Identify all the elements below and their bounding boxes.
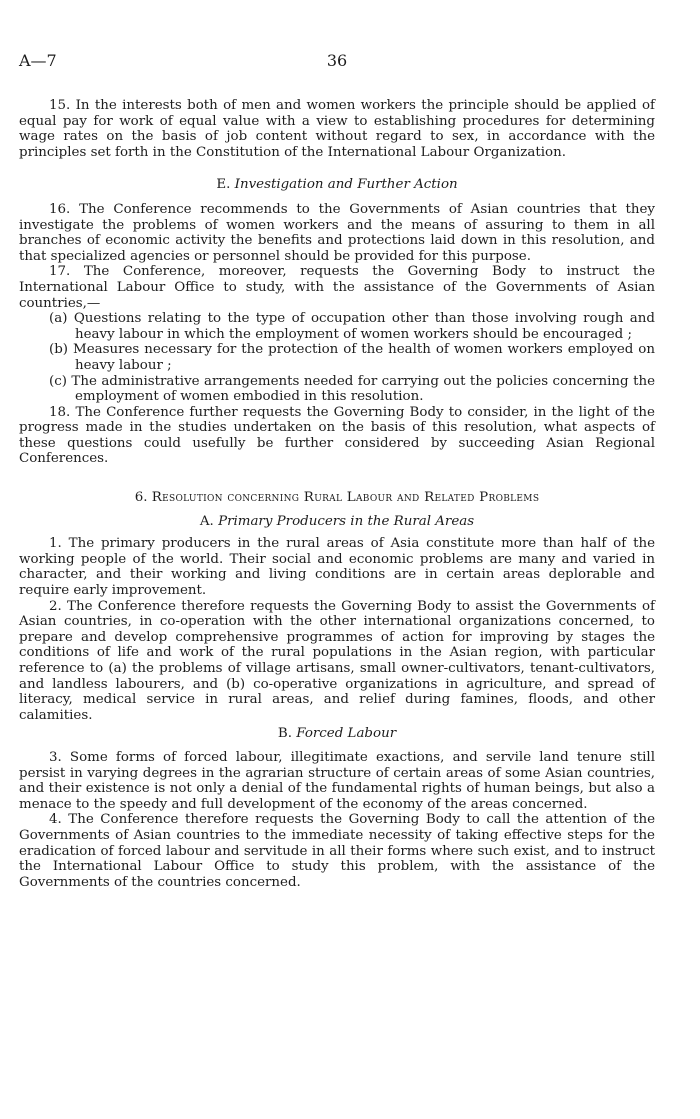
section-b-letter: B. <box>277 726 293 742</box>
section-b-title: Forced Labour <box>296 726 397 742</box>
document-page <box>19 0 655 890</box>
paragraph-a1: 1. The primary producers in the rural areas of Asia constitute more than half of the working people of the world. Their social and economic problems are many and varied in character, and their working and living conditions are in certain areas deplorable and require early improvement. <box>19 536 655 599</box>
section-heading-a <box>19 514 655 530</box>
page-header <box>19 0 655 70</box>
list-item-label: (b) <box>49 342 69 358</box>
list-item-text: Measures necessary for the protection of the health of women workers employed on heavy labour ; <box>72 342 655 373</box>
resolution-number: 6. <box>134 490 148 506</box>
paragraph-17: 17. The Conference, moreover, requests the Governing Body to instruct the International Labour Office to study, with the assistance of the Governments of Asian countries,— <box>19 264 655 311</box>
section-e-title: Investigation and Further Action <box>234 177 458 193</box>
list-item-label: (a) <box>49 311 68 327</box>
document-reference: A—7 <box>19 51 57 70</box>
paragraph-15: 15. In the interests both of men and women workers the principle should be applied of equal pay for work of equal value with a view to establishing procedures for determining wage rates on the basis of job content without regard to sex, in accordance with the principles set forth in the Constitution of the International Labour Organization. <box>19 98 655 160</box>
section-heading-b <box>19 726 655 742</box>
page-number: 36 <box>326 51 348 70</box>
paragraph-18: 18. The Conference further requests the Governing Body to consider, in the light of the progress made in the studies undertaken on the basis of this resolution, what aspects of these questions could usefully be further considered by succeeding Asian Regional Conferences. <box>19 404 655 467</box>
paragraph-16: 16. The Conference recommends to the Governments of Asian countries that they investigate the problems of women workers and the means of assuring to them in all branches of economic activity the benefits and protections laid down in this resolution, and that specialized agencies or personnel should be provided for this purpose. <box>19 201 655 264</box>
list-item-text: The administrative arrangements needed for carrying out the policies concerning the employment of women embodied in this resolution. <box>71 373 655 405</box>
list-item-text: Questions relating to the type of occupation other than those involving rough and heavy labour in which the employment of women workers should be encouraged ; <box>73 311 655 342</box>
paragraph-a2: 2. The Conference therefore requests the Governing Body to assist the Governments of Asian countries, in co-operation with the other international organizations concerned, to prepare and develop comprehensive programmes of action for improving by stages the conditions of life and work of the rural populations in the Asian region, with particular reference to (a) the problems of village artisans, small owner-cultivators, tenant-cultivators, and landless labourers, and (b) co-operative organizations in agriculture, and spread of literacy, medical service in rural areas, and relief during famines, floods, and other calamities. <box>19 598 655 723</box>
paragraph-b3: 3. Some forms of forced labour, illegitimate exactions, and servile land tenure still persist in varying degrees in the agrarian structure of certain areas of some Asian countries, and their existence is not only a denial of the fundamental rights of human beings, but also a menace to the speedy and full development of the economy of the areas concerned. <box>19 749 655 812</box>
section-e-letter: E. <box>216 177 231 193</box>
list-item <box>19 311 655 342</box>
section-heading-e <box>19 177 655 193</box>
section-a-title: Primary Producers in the Rural Areas <box>218 513 475 529</box>
list-item-label: (c) <box>49 373 67 389</box>
resolution-heading <box>19 490 655 506</box>
list-item <box>19 342 655 373</box>
list-item <box>19 374 655 405</box>
paragraph-b4: 4. The Conference therefore requests the Governing Body to call the attention of the Governments of Asian countries to the immediate necessity of taking effective steps for the eradication of forced labour and servitude in all their forms where such exist, and to instruct the International Labour Office to study this problem, with the assistance of the Governments of the countries concerned. <box>19 812 655 890</box>
section-a-letter: A. <box>199 513 214 529</box>
resolution-title: Resolution concerning Rural Labour and Related Problems <box>151 490 540 506</box>
